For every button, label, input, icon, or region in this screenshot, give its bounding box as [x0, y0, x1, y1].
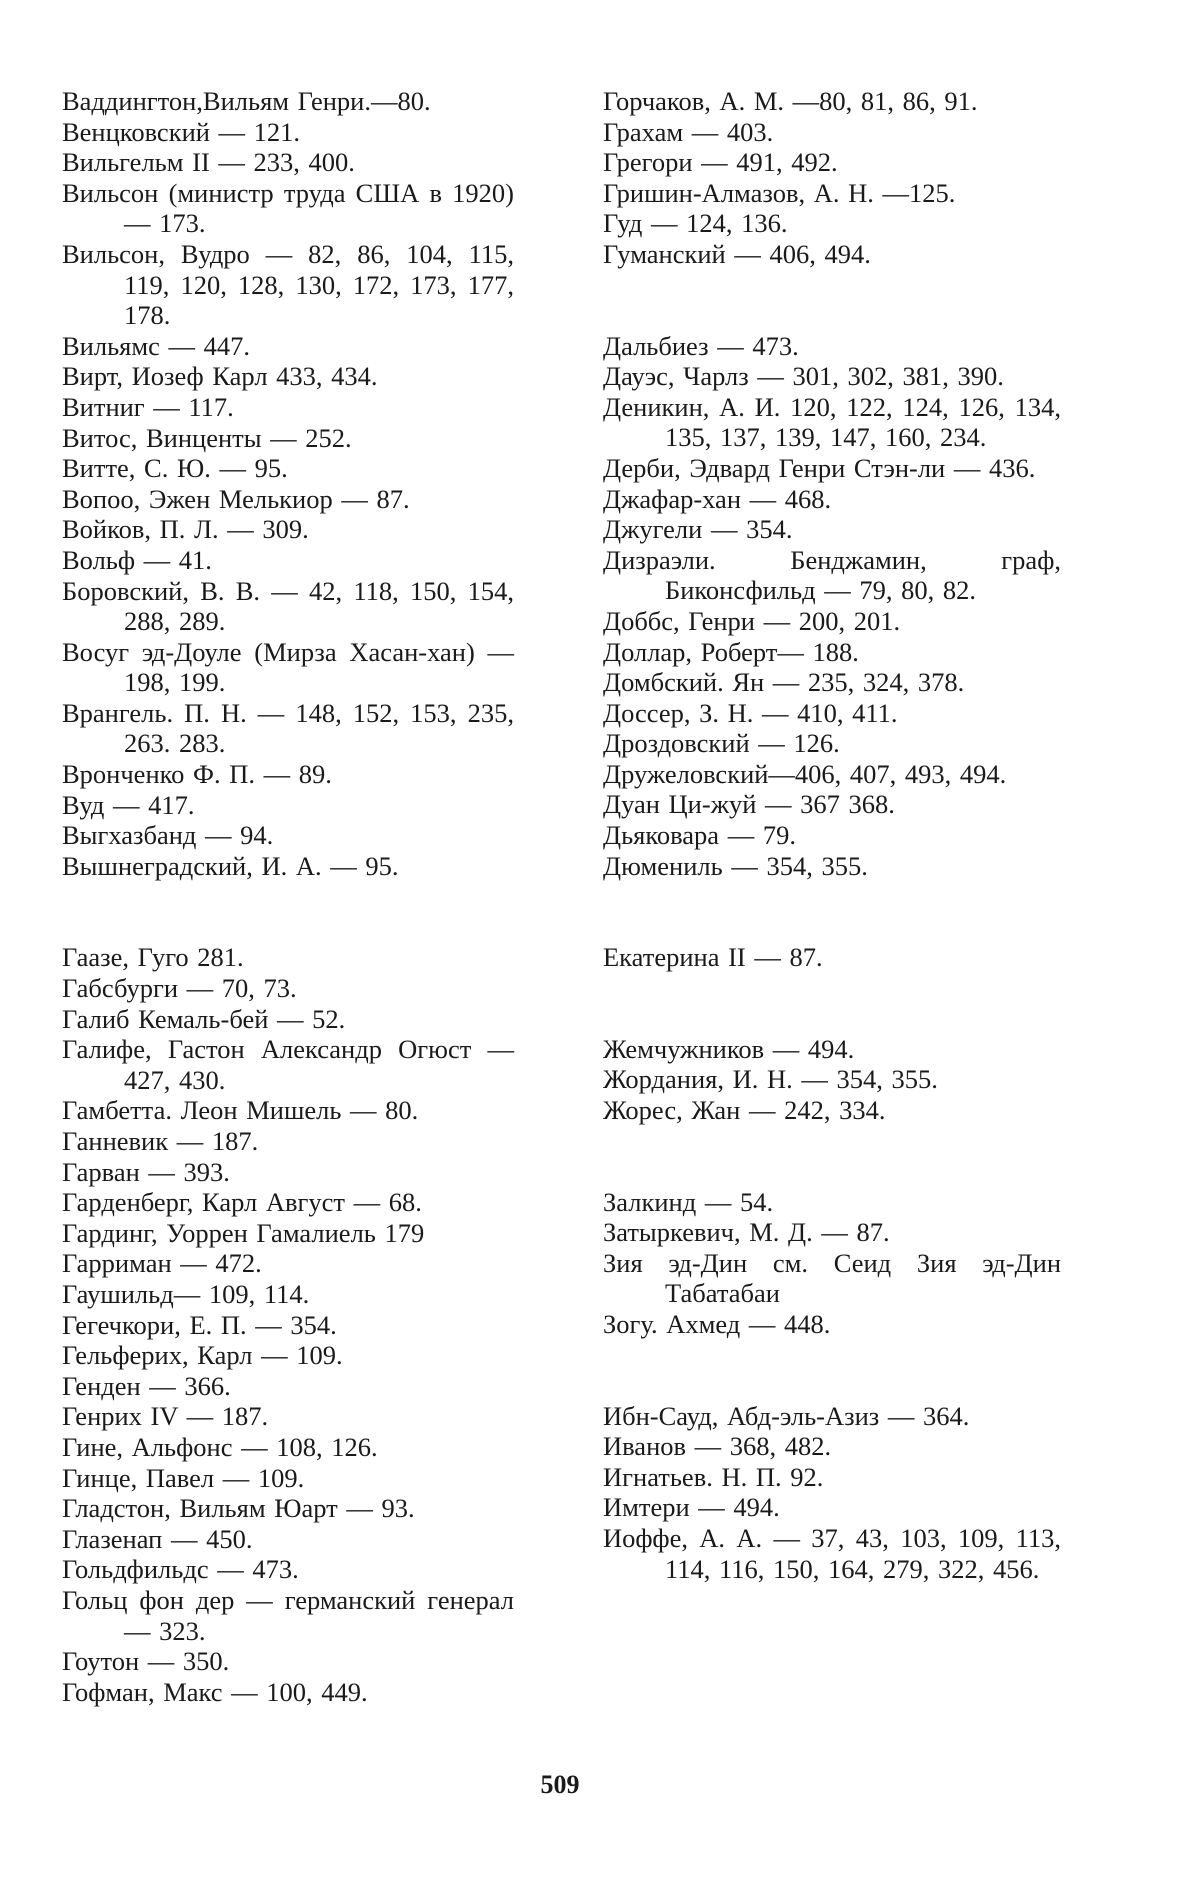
index-entry: Выгхазбанд — 94. [62, 820, 274, 851]
index-entry: Грегори — 491, 492. [603, 147, 838, 178]
index-entry: Вирт, Иозеф Карл 433, 434. [62, 361, 378, 392]
index-entry: Деникин, А. И. 120, 122, 124, 126, 134, 135, 137, 139, 147, 160, 234. [603, 391, 1061, 453]
index-entry: Ваддингтон,Вильям Генри.—80. [62, 86, 431, 116]
index-entry: Вуд — 417. [62, 789, 195, 820]
index-entry: Гришин-Алмазов, А. Н. —125. [603, 177, 956, 208]
section-gap [603, 1126, 1061, 1187]
index-entry: Гарриман — 472. [62, 1248, 262, 1279]
section-gap [603, 973, 1061, 1034]
index-entry: Затыркевич, М. Д. — 87. [603, 1217, 890, 1248]
index-entry: Вронченко Ф. П. — 89. [62, 759, 332, 790]
index-entry: Гарван — 393. [62, 1156, 230, 1187]
index-entry: Доббс, Генри — 200, 201. [603, 605, 901, 636]
index-entry: Галиб Кемаль-бей — 52. [62, 1003, 346, 1034]
index-entry: Ибн-Сауд, Абд-эль-Азиз — 364. [603, 1400, 970, 1431]
index-column-right [603, 86, 1061, 1584]
index-entry: Джафар-хан — 468. [603, 483, 832, 514]
index-entry: Дроздовский — 126. [603, 728, 840, 759]
index-entry: Гуманский — 406, 494. [603, 238, 871, 269]
index-entry: Гегечкори, Е. П. — 354. [62, 1309, 337, 1340]
index-entry: Жорес, Жан — 242, 334. [603, 1095, 886, 1126]
index-entry: Грахам — 403. [603, 116, 774, 147]
index-entry: Дерби, Эдвард Генри Стэн-ли — 436. [603, 452, 1036, 483]
index-entry: Зогу. Ахмед — 448. [603, 1309, 831, 1339]
index-entry: Генден — 366. [62, 1370, 231, 1401]
index-entry: Габсбурги — 70, 73. [62, 973, 297, 1004]
index-entry: Гельферих, Карл — 109. [62, 1340, 343, 1371]
index-entry: Гине, Альфонс — 108, 126. [62, 1431, 378, 1462]
index-entry: Витос, Винценты — 252. [62, 422, 352, 453]
index-entry: Дуан Ци-жуй — 367 368. [603, 789, 895, 820]
index-entry: Залкинд — 54. [603, 1186, 774, 1217]
index-entry: Гамбетта. Леон Мишель — 80. [62, 1095, 419, 1126]
index-entry: Дальбиез — 473. [603, 330, 799, 361]
index-entry: Гаушильд— 109, 114. [62, 1278, 310, 1309]
index-entry: Вильсон, Вудро — 82, 86, 104, 115, 119, 120, 128, 130, 172, 173, 177, 178. [62, 238, 514, 331]
index-entry: Витниг — 117. [62, 391, 234, 422]
index-entry: Джугели — 354. [603, 514, 793, 545]
index-entry: Зия эд-Дин см. Сеид Зия эд-Дин Табатабаи [603, 1247, 1061, 1309]
index-entry: Дюмениль — 354, 355. [603, 850, 868, 881]
index-entry: Дружеловский—406, 407, 493, 494. [603, 758, 1007, 789]
index-entry: Войков, П. Л. — 309. [62, 514, 309, 545]
index-entry: Восуг эд-Доуле (Мирза Хасан-хан) — 198, 199. [62, 636, 514, 698]
section-gap [603, 270, 1061, 331]
index-entry: Гарденберг, Карл Август — 68. [62, 1187, 422, 1218]
index-entry: Гаазе, Гуго 281. [62, 942, 244, 973]
index-entry: Витте, С. Ю. — 95. [62, 453, 288, 484]
index-entry: Вопоо, Эжен Мелькиор — 87. [62, 483, 410, 514]
index-entry: Гольц фон дер — германский генерал — 323. [62, 1584, 514, 1646]
index-entry: Дауэс, Чарлз — 301, 302, 381, 390. [603, 361, 1004, 392]
index-entry: Генрих IV — 187. [62, 1401, 269, 1432]
index-entry: Иоффе, А. А. — 37, 43, 103, 109, 113, 114, 116, 150, 164, 279, 322, 456. [603, 1522, 1061, 1584]
section-gap [603, 881, 1061, 942]
page-number: 509 [540, 1770, 580, 1799]
index-entry: Иванов — 368, 482. [603, 1431, 832, 1462]
index-entry: Горчаков, А. М. —80, 81, 86, 91. [603, 86, 978, 116]
index-entry: Жордания, И. Н. — 354, 355. [603, 1064, 938, 1095]
index-entry: Имтери — 494. [603, 1492, 780, 1523]
index-entry: Дизраэли. Бенджамин, граф, Биконсфильд — 79, 80, 82. [603, 544, 1061, 606]
index-entry: Ганневик — 187. [62, 1126, 259, 1156]
index-entry: Врангель. П. Н. — 148, 152, 153, 235, 263. 283. [62, 697, 514, 759]
index-column-left [62, 86, 514, 1707]
index-entry: Боровский, В. В. — 42, 118, 150, 154, 288, 289. [62, 575, 514, 637]
index-entry: Галифе, Гастон Александр Огюст — 427, 430. [62, 1034, 514, 1095]
index-entry: Жемчужников — 494. [603, 1033, 855, 1064]
index-entry: Домбский. Ян — 235, 324, 378. [603, 667, 965, 698]
index-entry: Доллар, Роберт— 188. [603, 636, 859, 667]
index-entry: Вильсон (министр труда США в 1920) — 173. [62, 177, 514, 239]
index-entry: Вильгельм II — 233, 400. [62, 147, 355, 178]
index-entry: Вильямс — 447. [62, 330, 251, 361]
index-entry: Венцковский — 121. [62, 116, 301, 147]
section-gap [603, 1340, 1061, 1401]
index-entry: Гинце, Павел — 109. [62, 1462, 305, 1493]
index-entry: Доссер, З. Н. — 410, 411. [603, 697, 898, 728]
index-entry: Гуд — 124, 136. [603, 208, 788, 239]
index-entry: Гардинг, Уоррен Гамалиель 179 [62, 1217, 425, 1248]
index-entry: Гофман, Макс — 100, 449. [62, 1676, 368, 1707]
index-entry: Глазенап — 450. [62, 1523, 253, 1554]
index-entry: Вольф — 41. [62, 544, 212, 575]
index-entry: Екатерина II — 87. [603, 942, 823, 973]
index-entry: Игнатьев. Н. П. 92. [603, 1461, 824, 1492]
index-entry: Гольдфильдс — 473. [62, 1554, 299, 1585]
section-gap [62, 881, 514, 942]
index-entry: Вышнеградский, И. А. — 95. [62, 850, 399, 881]
index-entry: Гоутон — 350. [62, 1646, 230, 1677]
index-entry: Дьяковара — 79. [603, 820, 796, 851]
index-entry: Гладстон, Вильям Юарт — 93. [62, 1493, 415, 1524]
